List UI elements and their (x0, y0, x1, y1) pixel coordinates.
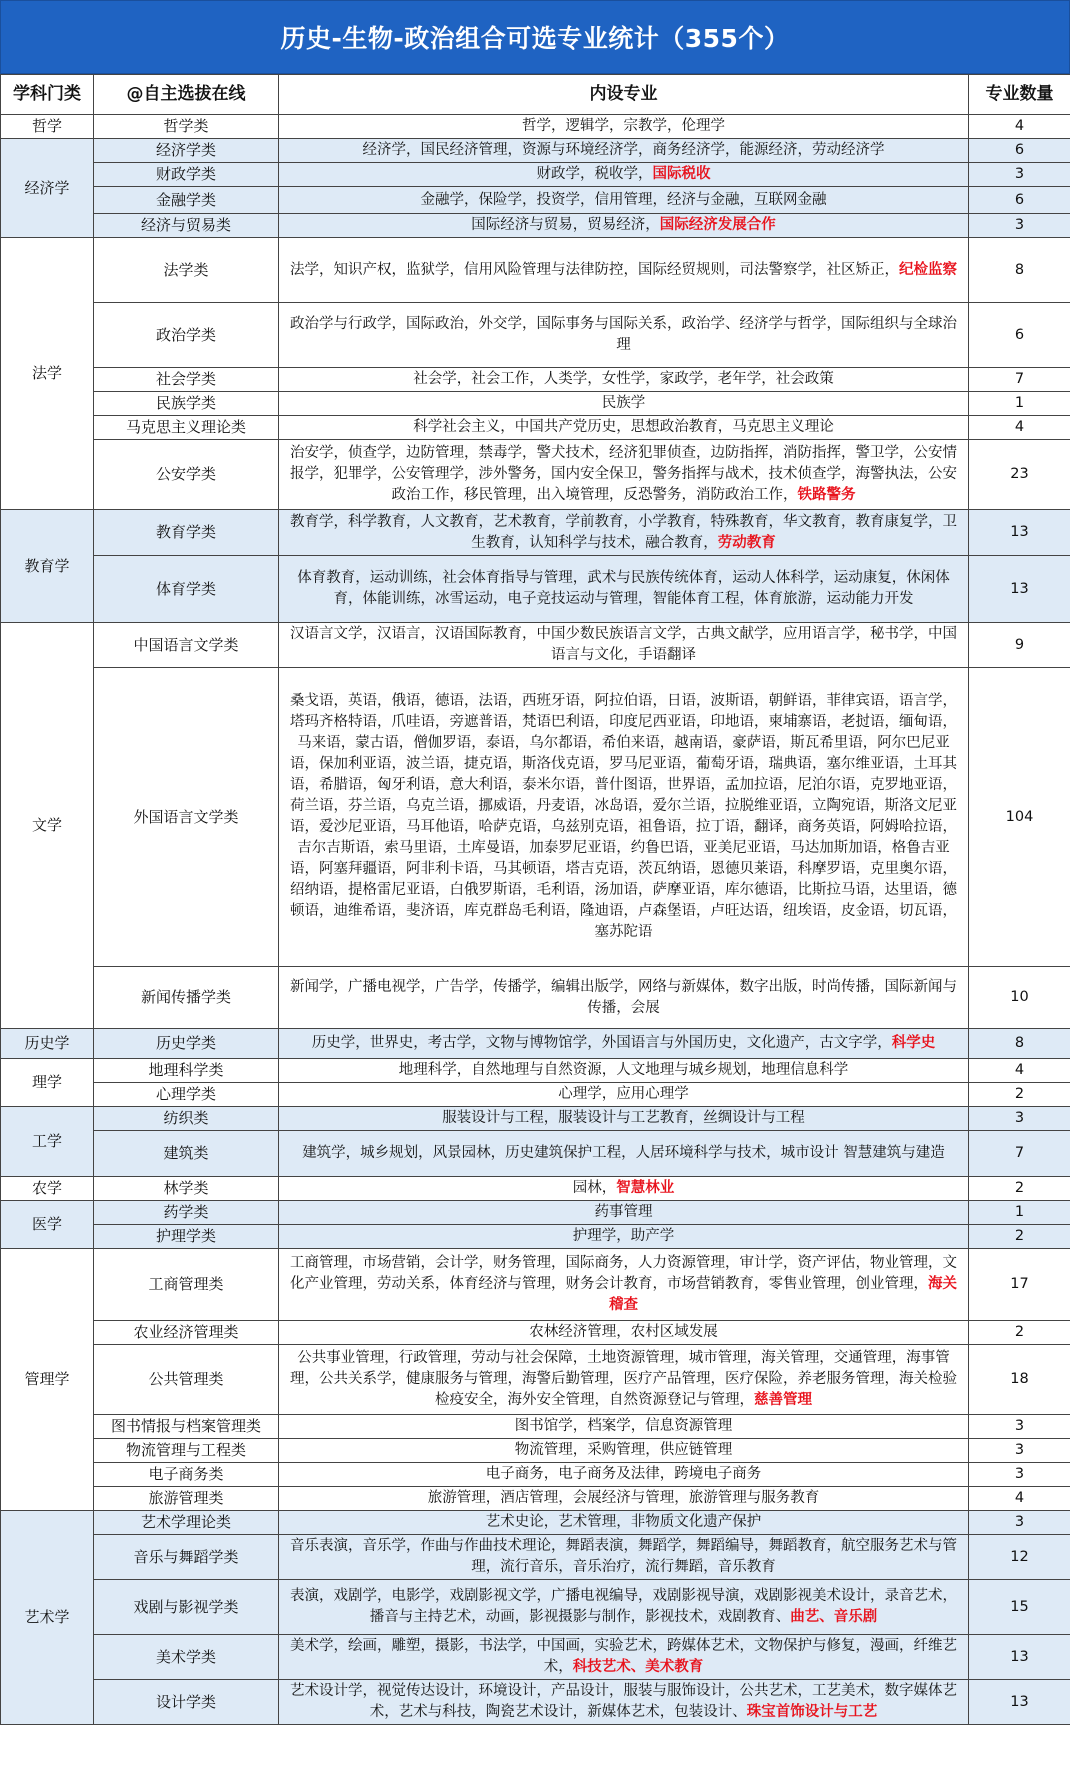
table-row (1, 238, 1070, 303)
majors-text: 政治学与行政学，国际政治，外交学，国际事务与国际关系，政治学、经济学与哲学，国际组织与全球治理 (290, 316, 957, 353)
discipline-cell: 艺术学 (1, 1511, 94, 1725)
table-row (1, 1680, 1070, 1725)
category-cell: 经济学类 (94, 139, 279, 163)
page-title: 历史-生物-政治组合可选专业统计（355个） (0, 0, 1070, 74)
table-row (1, 556, 1070, 623)
discipline-cell: 管理学 (1, 1249, 94, 1511)
table-row (1, 303, 1070, 368)
category-cell: 设计学类 (94, 1680, 279, 1725)
category-cell: 地理科学类 (94, 1059, 279, 1083)
majors-text: 汉语言文学，汉语言，汉语国际教育，中国少数民族语言文学，古典文献学，应用语言学，秘书学，中国语言与文化，手语翻译 (290, 626, 957, 663)
majors-cell (279, 1107, 969, 1131)
category-cell: 社会学类 (94, 368, 279, 392)
count-cell: 8 (969, 1029, 1070, 1059)
category-cell: 物流管理与工程类 (94, 1439, 279, 1463)
majors-text: 工商管理，市场营销，会计学，财务管理，国际商务，人力资源管理，审计学，资产评估，物业管理，文化产业管理，劳动关系，体育经济与管理，财务会计教育，市场营销教育，零售业管理，创业管理， (290, 1255, 957, 1292)
majors-text: 治安学，侦查学，边防管理，禁毒学，警犬技术，经济犯罪侦查，边防指挥，消防指挥，警卫学，公安情报学，犯罪学，公安管理学，涉外警务，国内安全保卫，警务指挥与战术，技术侦查学，海警执法，公安政治工作，移民管理，出入境管理，反恐警务，消防政治工作， (290, 445, 957, 503)
table-row (1, 1107, 1070, 1131)
category-cell: 民族学类 (94, 392, 279, 416)
category-cell: 艺术学理论类 (94, 1511, 279, 1535)
category-cell: 工商管理类 (94, 1249, 279, 1321)
majors-text: 法学，知识产权，监狱学，信用风险管理与法律防控，国际经贸规则，司法警察学，社区矫正， (290, 261, 899, 278)
table-row (1, 1201, 1070, 1225)
category-cell: 纺织类 (94, 1107, 279, 1131)
count-cell: 4 (969, 115, 1070, 139)
count-cell: 2 (969, 1083, 1070, 1107)
count-cell: 3 (969, 1511, 1070, 1535)
category-cell: 体育学类 (94, 556, 279, 623)
count-cell: 13 (969, 1635, 1070, 1680)
majors-cell (279, 416, 969, 440)
majors-cell (279, 139, 969, 163)
category-cell: 旅游管理类 (94, 1487, 279, 1511)
count-cell: 12 (969, 1535, 1070, 1580)
table-header-row (1, 75, 1070, 115)
majors-text: 社会学，社会工作，人类学，女性学，家政学，老年学，社会政策 (413, 371, 834, 387)
category-cell: 公安学类 (94, 440, 279, 510)
majors-cell (279, 1321, 969, 1345)
majors-cell (279, 1059, 969, 1083)
majors-cell (279, 368, 969, 392)
category-cell: 哲学类 (94, 115, 279, 139)
table-row (1, 1321, 1070, 1345)
majors-text: 民族学 (601, 395, 646, 411)
new-major-highlight: 纪检监察 (899, 261, 957, 278)
majors-cell (279, 440, 969, 510)
count-cell: 104 (969, 668, 1070, 967)
majors-text: 音乐表演，音乐学，作曲与作曲技术理论，舞蹈表演，舞蹈学，舞蹈编导，舞蹈教育，航空服务艺术与管理，流行音乐，音乐治疗，流行舞蹈，音乐教育 (290, 1538, 957, 1575)
count-cell: 4 (969, 1487, 1070, 1511)
majors-cell (279, 623, 969, 668)
header-category: @自主选拔在线 (94, 75, 279, 115)
table-row (1, 1511, 1070, 1535)
category-cell: 历史学类 (94, 1029, 279, 1059)
table-row (1, 623, 1070, 668)
new-major-highlight: 智慧林业 (616, 1180, 675, 1196)
table-row (1, 1225, 1070, 1249)
majors-text: 美术学，绘画，雕塑，摄影，书法学，中国画，实验艺术，跨媒体艺术，文物保护与修复，漫画，纤维艺术， (290, 1638, 957, 1675)
table-body (1, 115, 1070, 1725)
count-cell: 7 (969, 1131, 1070, 1177)
category-cell: 电子商务类 (94, 1463, 279, 1487)
majors-cell (279, 1345, 969, 1415)
new-major-highlight: 国际经济发展合作 (659, 217, 776, 233)
table-row (1, 1029, 1070, 1059)
count-cell: 3 (969, 214, 1070, 238)
count-cell: 23 (969, 440, 1070, 510)
count-cell: 1 (969, 392, 1070, 416)
category-cell: 金融学类 (94, 187, 279, 214)
majors-text: 金融学，保险学，投资学，信用管理，经济与金融，互联网金融 (420, 191, 827, 208)
majors-cell (279, 1083, 969, 1107)
count-cell: 2 (969, 1177, 1070, 1201)
category-cell: 新闻传播学类 (94, 967, 279, 1029)
category-cell: 政治学类 (94, 303, 279, 368)
majors-cell (279, 1029, 969, 1059)
count-cell: 10 (969, 967, 1070, 1029)
discipline-cell: 经济学 (1, 139, 94, 238)
new-major-highlight: 国际税收 (652, 166, 711, 182)
majors-text: 地理科学，自然地理与自然资源，人文地理与城乡规划，地理信息科学 (398, 1062, 849, 1078)
count-cell: 2 (969, 1321, 1070, 1345)
majors-cell (279, 967, 969, 1029)
category-cell: 法学类 (94, 238, 279, 303)
category-cell: 心理学类 (94, 1083, 279, 1107)
category-cell: 护理学类 (94, 1225, 279, 1249)
majors-cell (279, 668, 969, 967)
count-cell: 9 (969, 623, 1070, 668)
table-row (1, 1463, 1070, 1487)
majors-cell (279, 1415, 969, 1439)
table-row (1, 368, 1070, 392)
majors-text: 心理学，应用心理学 (558, 1086, 689, 1102)
count-cell: 3 (969, 1463, 1070, 1487)
majors-cell (279, 1201, 969, 1225)
count-cell: 3 (969, 1439, 1070, 1463)
table-row (1, 1177, 1070, 1201)
table-row (1, 1249, 1070, 1321)
category-cell: 财政学类 (94, 163, 279, 187)
majors-cell (279, 1487, 969, 1511)
count-cell: 18 (969, 1345, 1070, 1415)
table-row (1, 440, 1070, 510)
majors-text: 服装设计与工程，服装设计与工艺教育，丝绸设计与工程 (442, 1110, 805, 1126)
majors-text: 建筑学，城乡规划，风景园林，历史建筑保护工程，人居环境科学与技术，城市设计 智慧建筑与建造 (302, 1145, 945, 1161)
majors-cell (279, 1225, 969, 1249)
majors-cell (279, 115, 969, 139)
majors-text: 桑戈语，英语，俄语，德语，法语，西班牙语，阿拉伯语，日语，波斯语，朝鲜语，菲律宾语，语言学，塔玛齐格特语，爪哇语，旁遮普语，梵语巴利语，印度尼西亚语，印地语，柬埔寨语，老挝语，缅甸语，马来语，蒙古语，僧伽罗语，泰语，乌尔都语，希伯来语，越南语，豪萨语，斯瓦希里语，阿尔巴尼亚语，保加利亚语，波兰语，捷克语，斯洛伐克语，罗马尼亚语，葡萄牙语，瑞典语，塞尔维亚语，土耳其语，希腊语，匈牙利语，意大利语，泰米尔语，普什图语，世界语，孟加拉语，尼泊尔语，克罗地亚语，荷兰语，芬兰语，乌克兰语，挪威语，丹麦语，冰岛语，爱尔兰语，拉脱维亚语，立陶宛语，斯洛文尼亚语，爱沙尼亚语，马耳他语，哈萨克语，乌兹别克语，祖鲁语，拉丁语，翻译，商务英语，阿姆哈拉语，吉尔吉斯语，索马里语，土库曼语，加泰罗尼亚语，约鲁巴语，亚美尼亚语，马达加斯加语，格鲁吉亚语，阿塞拜疆语，阿非利卡语，马其顿语，塔吉克语，茨瓦纳语，恩德贝莱语，科摩罗语，克里奥尔语，绍纳语，提格雷尼亚语，白俄罗斯语，毛利语，汤加语，萨摩亚语，库尔德语，比斯拉马语，达里语，德顿语，迪维希语，斐济语，库克群岛毛利语，隆迪语，卢森堡语，卢旺达语，纽埃语，皮金语，切瓦语，塞苏陀语 (290, 693, 957, 940)
count-cell: 3 (969, 1415, 1070, 1439)
table-row (1, 967, 1070, 1029)
majors-cell (279, 392, 969, 416)
new-major-highlight: 科技艺术、美术教育 (572, 1659, 704, 1675)
count-cell: 7 (969, 368, 1070, 392)
majors-text: 旅游管理，酒店管理，会展经济与管理，旅游管理与服务教育 (427, 1490, 820, 1506)
majors-cell (279, 163, 969, 187)
majors-cell (279, 1131, 969, 1177)
majors-text: 园林， (572, 1180, 617, 1196)
category-cell: 教育学类 (94, 510, 279, 556)
count-cell: 6 (969, 187, 1070, 214)
table-row (1, 1487, 1070, 1511)
majors-text: 农林经济管理，农村区域发展 (529, 1324, 718, 1340)
table-row (1, 510, 1070, 556)
majors-cell (279, 1511, 969, 1535)
discipline-cell: 农学 (1, 1177, 94, 1201)
majors-text: 公共事业管理，行政管理，劳动与社会保障，土地资源管理，城市管理，海关管理，交通管理，海事管理，公共关系学，健康服务与管理，海警后勤管理，医疗产品管理，医疗保险，养老服务管理，海关检验检疫安全，海外安全管理，自然资源登记与管理， (290, 1350, 957, 1408)
count-cell: 15 (969, 1580, 1070, 1635)
majors-cell (279, 1580, 969, 1635)
table-row (1, 115, 1070, 139)
category-cell: 经济与贸易类 (94, 214, 279, 238)
table-row (1, 1059, 1070, 1083)
category-cell: 建筑类 (94, 1131, 279, 1177)
count-cell: 4 (969, 1059, 1070, 1083)
category-cell: 美术学类 (94, 1635, 279, 1680)
majors-cell (279, 1635, 969, 1680)
category-cell: 药学类 (94, 1201, 279, 1225)
new-major-highlight: 慈善管理 (754, 1392, 812, 1408)
table-row (1, 1083, 1070, 1107)
table-row (1, 214, 1070, 238)
count-cell: 13 (969, 556, 1070, 623)
header-count: 专业数量 (969, 75, 1070, 115)
majors-text: 物流管理，采购管理，供应链管理 (514, 1442, 733, 1458)
new-major-highlight: 劳动教育 (717, 534, 776, 551)
new-major-highlight: 海关稽查 (609, 1276, 957, 1313)
new-major-highlight: 科学史 (891, 1035, 936, 1051)
majors-cell (279, 1463, 969, 1487)
majors-cell (279, 238, 969, 303)
table-row (1, 1345, 1070, 1415)
category-cell: 中国语言文学类 (94, 623, 279, 668)
table-row (1, 392, 1070, 416)
majors-text: 图书馆学，档案学，信息资源管理 (514, 1418, 733, 1434)
category-cell: 音乐与舞蹈学类 (94, 1535, 279, 1580)
header-discipline: 学科门类 (1, 75, 94, 115)
table-row (1, 1635, 1070, 1680)
majors-text: 历史学，世界史，考古学，文物与博物馆学，外国语言与外国历史，文化遗产，古文字学， (311, 1035, 892, 1051)
category-cell: 外国语言文学类 (94, 668, 279, 967)
discipline-cell: 教育学 (1, 510, 94, 623)
majors-text: 药事管理 (594, 1204, 653, 1220)
table-row (1, 187, 1070, 214)
discipline-cell: 文学 (1, 623, 94, 1029)
majors-text: 新闻学，广播电视学，广告学，传播学，编辑出版学，网络与新媒体，数字出版，时尚传播，国际新闻与传播，会展 (290, 978, 957, 1016)
count-cell: 3 (969, 163, 1070, 187)
majors-text: 财政学，税收学， (536, 166, 653, 182)
table-row (1, 416, 1070, 440)
majors-cell (279, 510, 969, 556)
new-major-highlight: 曲艺、音乐剧 (790, 1609, 878, 1625)
majors-cell (279, 1177, 969, 1201)
count-cell: 13 (969, 510, 1070, 556)
count-cell: 4 (969, 416, 1070, 440)
category-cell: 戏剧与影视学类 (94, 1580, 279, 1635)
header-majors: 内设专业 (279, 75, 969, 115)
majors-cell (279, 1439, 969, 1463)
discipline-cell: 法学 (1, 238, 94, 510)
discipline-cell: 工学 (1, 1107, 94, 1177)
majors-text: 经济学，国民经济管理，资源与环境经济学，商务经济学，能源经济，劳动经济学 (362, 142, 885, 158)
table-row (1, 668, 1070, 967)
new-major-highlight: 珠宝首饰设计与工艺 (746, 1704, 878, 1720)
count-cell: 3 (969, 1107, 1070, 1131)
majors-text: 国际经济与贸易，贸易经济， (471, 217, 660, 233)
count-cell: 1 (969, 1201, 1070, 1225)
majors-cell (279, 303, 969, 368)
table-row (1, 1535, 1070, 1580)
count-cell: 13 (969, 1680, 1070, 1725)
table-row (1, 163, 1070, 187)
majors-text: 电子商务，电子商务及法律，跨境电子商务 (485, 1466, 762, 1482)
majors-text: 科学社会主义，中国共产党历史，思想政治教育，马克思主义理论 (413, 419, 834, 435)
discipline-cell: 哲学 (1, 115, 94, 139)
count-cell: 6 (969, 303, 1070, 368)
majors-text: 表演，戏剧学，电影学，戏剧影视文学，广播电视编导，戏剧影视导演，戏剧影视美术设计，录音艺术，播音与主持艺术，动画，影视摄影与制作，影视技术，戏剧教育、 (290, 1588, 957, 1625)
category-cell: 马克思主义理论类 (94, 416, 279, 440)
majors-cell (279, 1249, 969, 1321)
table-row (1, 139, 1070, 163)
table-row (1, 1580, 1070, 1635)
count-cell: 17 (969, 1249, 1070, 1321)
majors-table (0, 74, 1070, 1725)
count-cell: 2 (969, 1225, 1070, 1249)
category-cell: 农业经济管理类 (94, 1321, 279, 1345)
majors-cell (279, 1680, 969, 1725)
discipline-cell: 历史学 (1, 1029, 94, 1059)
majors-text: 护理学，助产学 (572, 1228, 675, 1244)
discipline-cell: 理学 (1, 1059, 94, 1107)
table-row (1, 1415, 1070, 1439)
majors-text: 体育教育，运动训练，社会体育指导与管理，武术与民族传统体育，运动人体科学，运动康复，休闲体育，体能训练，冰雪运动，电子竞技运动与管理，智能体育工程，体育旅游，运动能力开发 (297, 570, 950, 607)
count-cell: 8 (969, 238, 1070, 303)
category-cell: 林学类 (94, 1177, 279, 1201)
majors-text: 哲学，逻辑学，宗教学，伦理学 (522, 118, 725, 134)
majors-text: 艺术设计学，视觉传达设计，环境设计，产品设计，服装与服饰设计，公共艺术，工艺美术，数字媒体艺术，艺术与科技，陶瓷艺术设计，新媒体艺术，包装设计、 (290, 1683, 957, 1720)
majors-cell (279, 214, 969, 238)
count-cell: 6 (969, 139, 1070, 163)
category-cell: 公共管理类 (94, 1345, 279, 1415)
new-major-highlight: 铁路警务 (797, 487, 856, 503)
majors-cell (279, 1535, 969, 1580)
majors-text: 艺术史论，艺术管理，非物质文化遗产保护 (485, 1514, 762, 1530)
table-row (1, 1439, 1070, 1463)
majors-text: 教育学，科学教育，人文教育，艺术教育，学前教育，小学教育，特殊教育，华文教育，教育康复学，卫生教育，认知科学与技术，融合教育， (290, 513, 957, 551)
table-row (1, 1131, 1070, 1177)
majors-cell (279, 187, 969, 214)
category-cell: 图书情报与档案管理类 (94, 1415, 279, 1439)
discipline-cell: 医学 (1, 1201, 94, 1249)
majors-cell (279, 556, 969, 623)
